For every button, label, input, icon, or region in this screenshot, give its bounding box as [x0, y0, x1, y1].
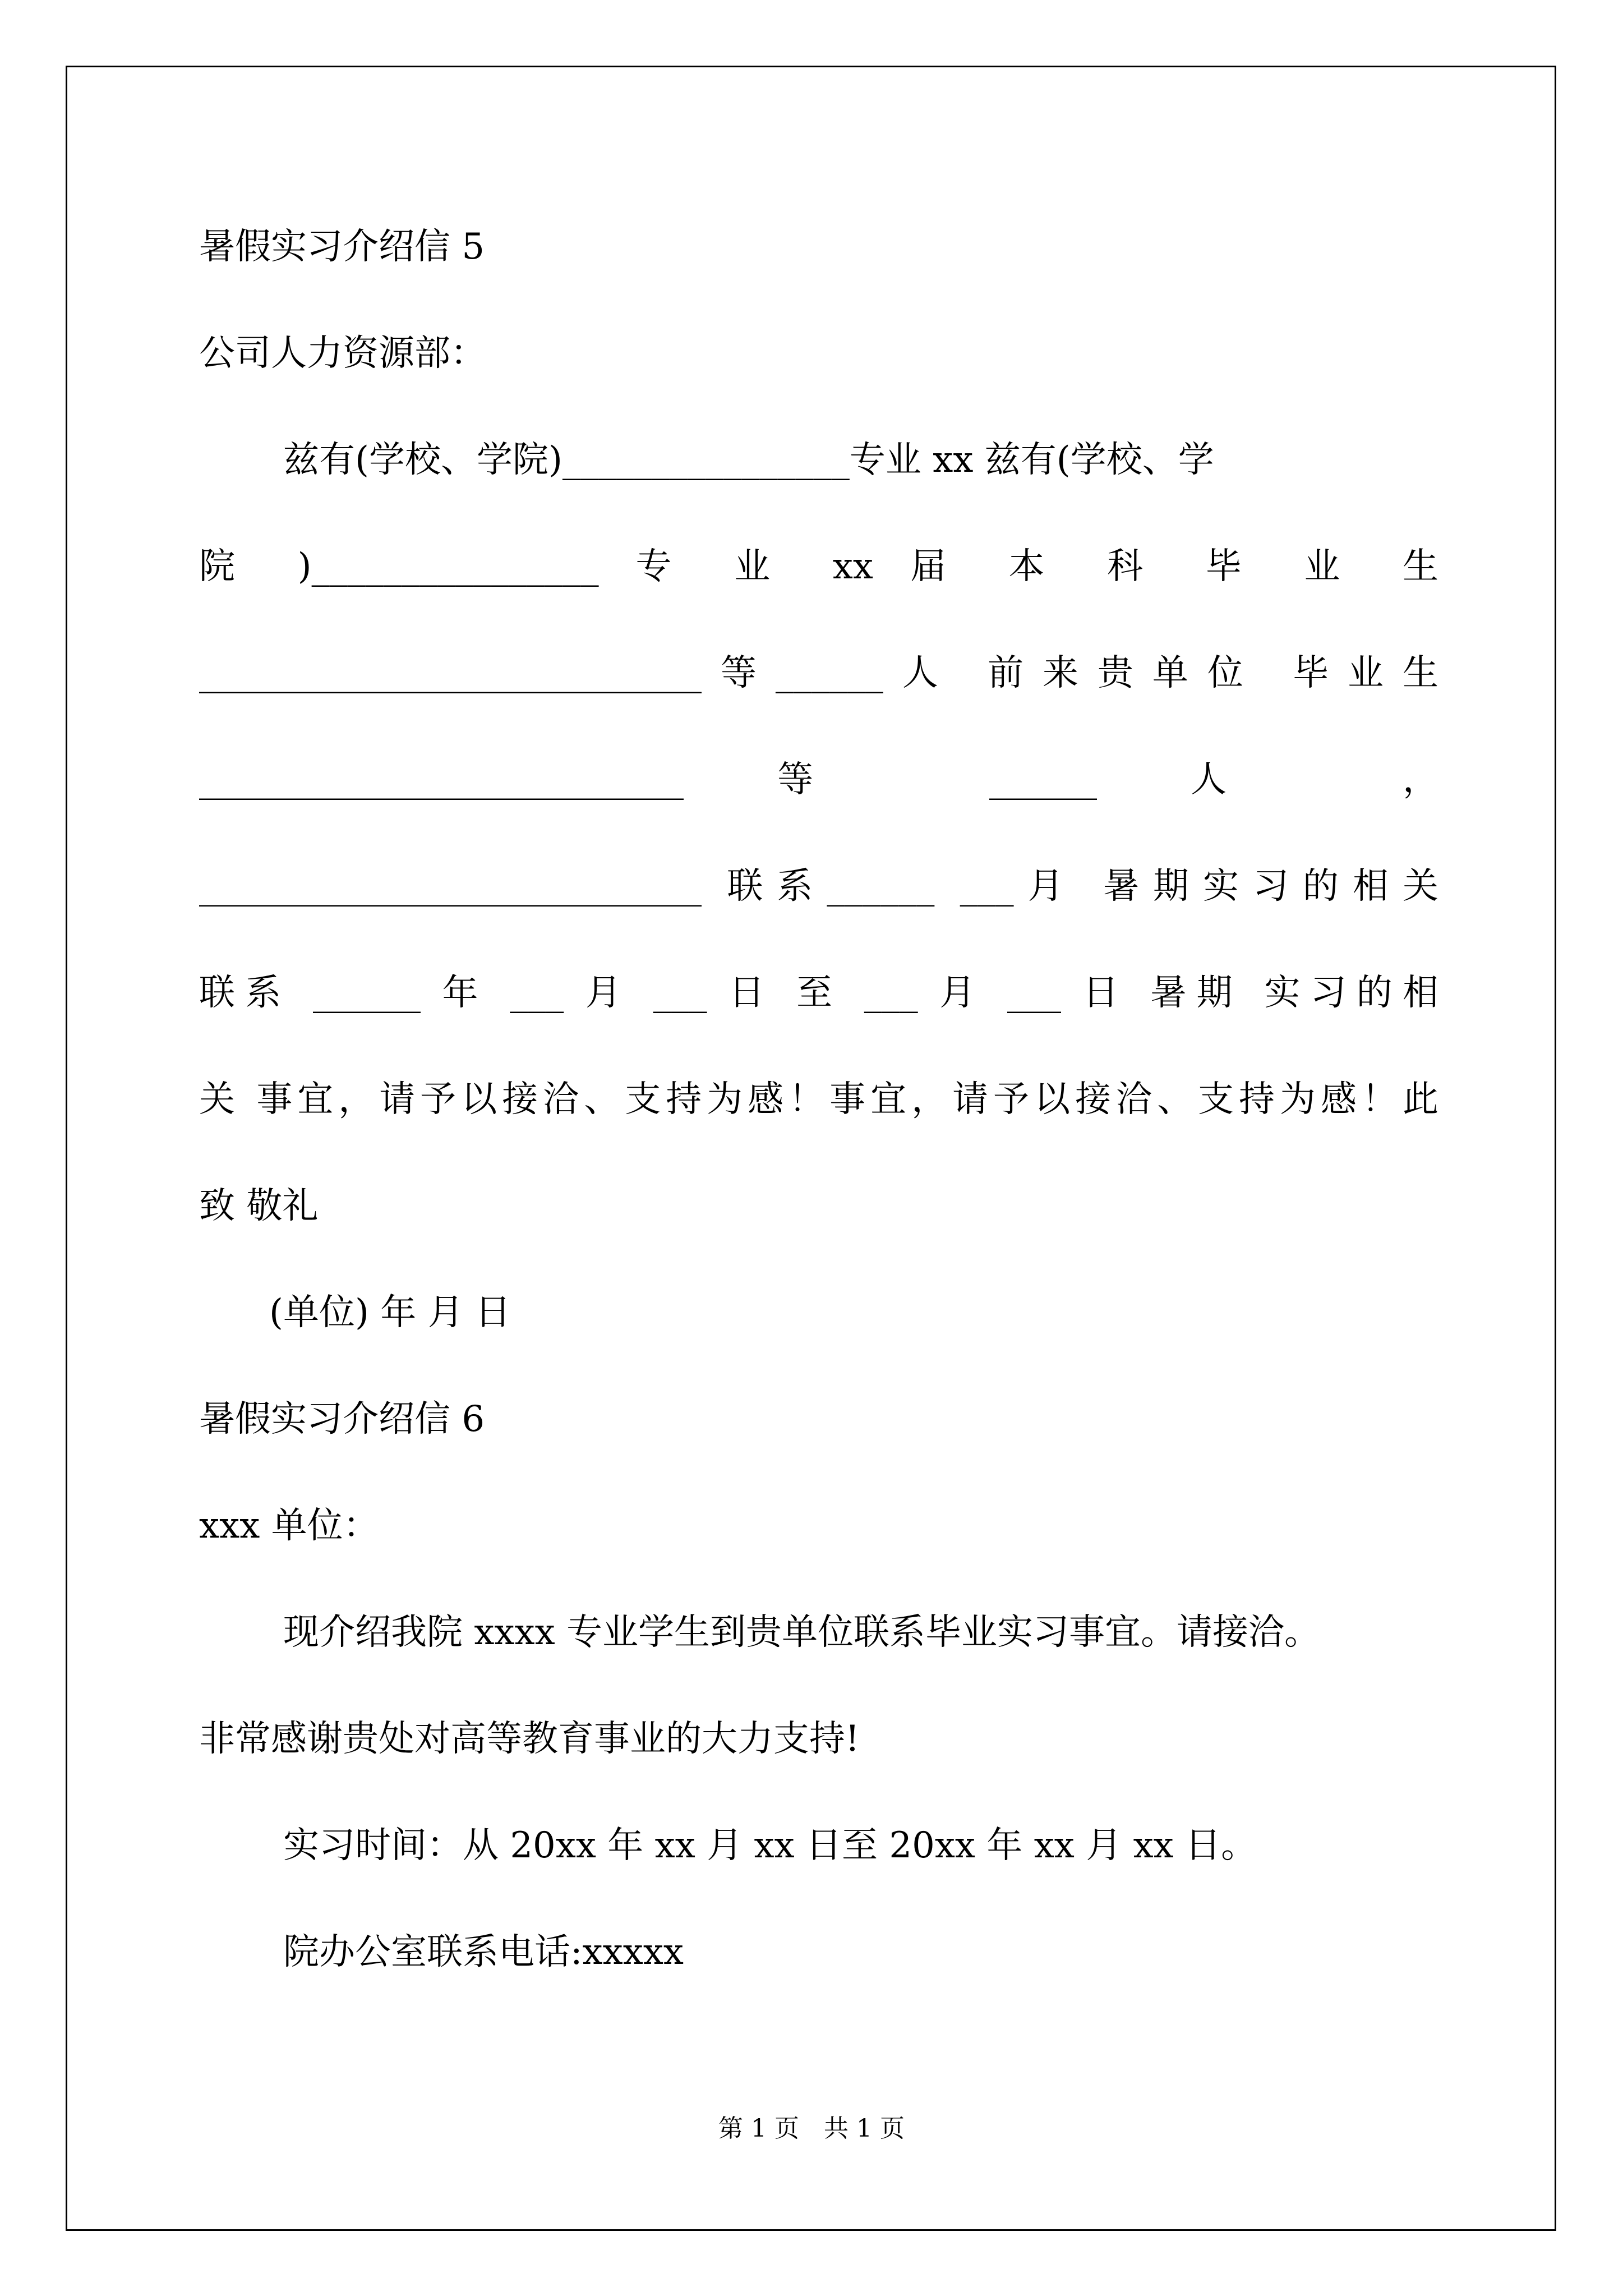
letter5-body-line-1: 兹有(学校、学院)________________专业 xx 兹有(学校、学: [283, 439, 1214, 481]
letter5-signature: (单位) 年 月 日: [269, 1292, 511, 1333]
letter6-internship-time: 实习时间：从 20xx 年 xx 月 xx 日至 20xx 年 xx 月 xx 日。: [283, 1825, 1257, 1866]
letter5-closing: 致 敬礼: [199, 1185, 319, 1227]
letter6-title: 暑假实习介绍信 6: [199, 1398, 485, 1440]
page-number: 第 1 页 共 1 页: [718, 2114, 905, 2143]
letter6-body-line-2: 非常感谢贵处对高等教育事业的大力支持!: [199, 1718, 860, 1760]
letter5-body-line-7: 关 事宜，请予以接洽、支持为感！事宜，请予以接洽、支持为感！此: [199, 1079, 1438, 1120]
letter5-body-line-2: 院 )________________ 专 业 xx 届 本 科 毕 业 生: [199, 546, 1438, 587]
letter6-salutation: xxx 单位：: [199, 1505, 379, 1547]
letter5-salutation: 公司人力资源部：: [199, 333, 486, 374]
letter5-body-line-3: ____________________________等______人 前来贵单位 毕业生: [199, 652, 1438, 694]
letter5-body-line-5: ____________________________ 联系______ ___月 暑期实习的相关: [199, 866, 1438, 907]
letter5-body-line-4: ___________________________ 等 ______ 人 ，: [199, 759, 1438, 800]
letter5-title: 暑假实习介绍信 5: [199, 226, 485, 268]
letter5-body-line-6: 联系 ______ 年 ___ 月 ___ 日 至 ___ 月 ___ 日 暑期 实习的相: [199, 972, 1438, 1014]
letter6-office-phone: 院办公室联系电话:xxxxx: [283, 1931, 684, 1973]
page-border: [66, 66, 1556, 2231]
letter6-body-line-1: 现介绍我院 xxxx 专业学生到贵单位联系毕业实习事宜。请接洽。: [283, 1612, 1321, 1653]
